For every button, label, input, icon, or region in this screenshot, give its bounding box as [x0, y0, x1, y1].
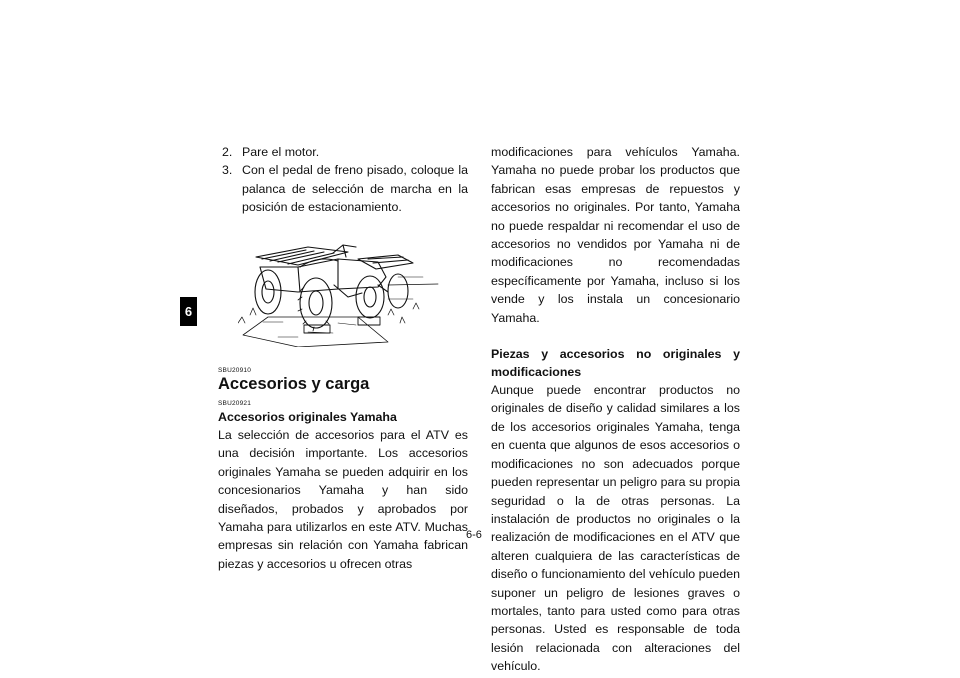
section-code: SBU20910 [218, 367, 252, 375]
page-number: 6-6 [466, 529, 482, 541]
subsection-body-right: modificaciones para vehículos Yamaha. Yamaha no puede probar los productos que fabrican esas empresas de repuestos y accesorios no originales. Por tanto, Yamaha no puede respaldar ni recomendar el uso de accesorios no vendidos por Yamaha ni de modificaciones no recomendadas específicamente por Yamaha, incluso si los vende y los instala un concesionario Yamaha. [491, 145, 740, 325]
subsection-body-left: La selección de accesorios para el ATV es una decisión importante. Los accesorios originales Yamaha se pueden adquirir en los concesionarios Yamaha y han sido diseñados, probados y aprobados por Yamaha para utilizarlos en este ATV. Muchas empresas sin relación con Yamaha fabrican piezas y accesorios u ofrecen otras [218, 428, 468, 571]
step-text: Con el pedal de freno pisado, coloque la palanca de selección de marcha en la posición de estacionamiento. [242, 163, 468, 215]
step-text: Pare el motor. [242, 145, 320, 159]
nonoriginal-title: Piezas y accesorios no originales y modificaciones [491, 347, 740, 380]
step-number: 2. [222, 145, 233, 159]
step-number: 3. [222, 163, 233, 178]
step-3 [218, 161, 468, 216]
right-column [491, 143, 740, 676]
left-column [218, 143, 468, 573]
nonoriginal-body: Aunque puede encontrar productos no originales de diseño y calidad similares a los de los accesorios originales Yamaha, tenga en cuenta que algunos de esos accesorios o modificaciones no son adecuados porque pueden representar un peligro para su propia seguridad o la de otras personas. La instalación de productos no originales o la realización de modificaciones en el ATV que alteren cualquiera de las características de diseño o funcionamiento del vehículo pueden suponer un peligro de lesiones graves o mortales, tanto para usted como para otras personas. Usted es responsable de toda lesión relacionada con alteraciones del vehículo. [491, 383, 740, 674]
section-title: Accesorios y carga [218, 375, 370, 394]
subsection-code: SBU20921 [218, 400, 252, 408]
step-2 [218, 143, 468, 161]
subsection-title: Accesorios originales Yamaha [218, 410, 397, 425]
chapter-tab: 6 [180, 297, 197, 326]
atv-parked-illustration [238, 237, 448, 347]
